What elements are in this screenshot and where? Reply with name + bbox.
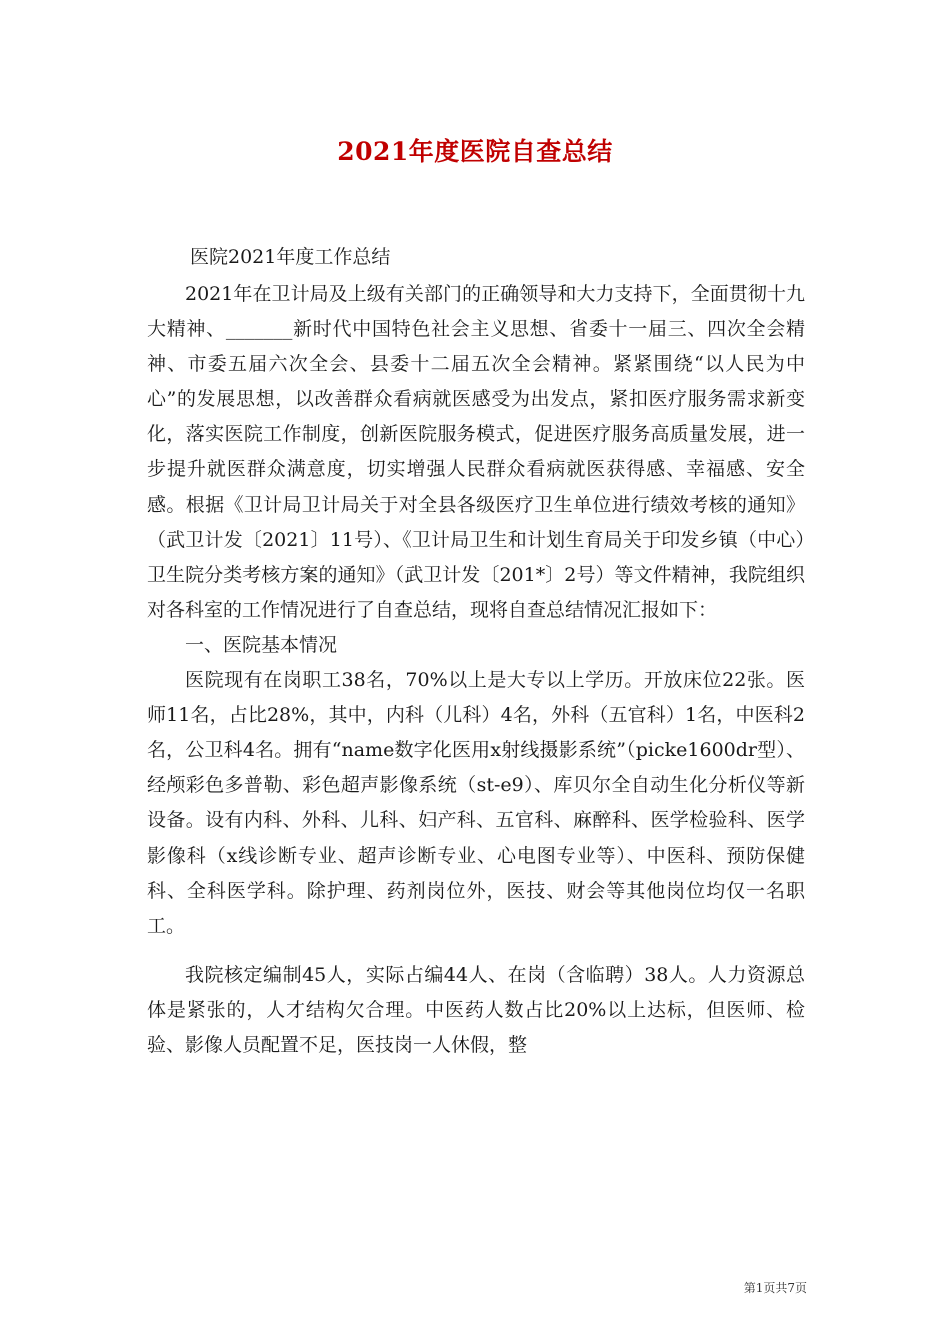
- document-title: 2021年度医院自查总结: [337, 137, 613, 166]
- document-body: [147, 277, 805, 1063]
- paragraph-basic-info: 医院现有在岗职工38名，70%以上是大专以上学历。开放床位22张。医师11名，占比28%，其中，内科（儿科）4名，外科（五官科）1名，中医科2名，公卫科4名。拥有“name数字化医用x射线摄影系统”（picke1600dr型）、经颅彩色多普勒、彩色超声影像系统（st-e9）、库贝尔全自动生化分析仪等新设备。设有内科、外科、儿科、妇产科、五官科、麻醉科、医学检验科、医学影像科（x线诊断专业、超声诊断专业、心电图专业等）、中医科、预防保健科、全科医学科。除护理、药剂岗位外，医技、财会等其他岗位均仅一名职工。: [147, 669, 805, 937]
- document-subtitle: 医院2021年度工作总结: [190, 246, 391, 268]
- paragraph-staffing: 我院核定编制45人，实际占编44人、在岗（含临聘）38人。人力资源总体是紧张的，人才结构欠合理。中医药人数占比20%以上达标，但医师、检验、影像人员配置不足，医技岗一人休假，整: [147, 963, 805, 1056]
- page-number: 第1页共7页: [743, 1281, 807, 1295]
- paragraph-intro: 2021年在卫计局及上级有关部门的正确领导和大力支持下，全面贯彻十九大精神、_______新时代中国特色社会主义思想、省委十一届三、四次全会精神、市委五届六次全会、县委十二届五次全会精神。紧紧围绕“以人民为中心”的发展思想，以改善群众看病就医感受为出发点，紧扣医疗服务需求新变化，落实医院工作制度，创新医院服务模式，促进医疗服务高质量发展，进一步提升就医群众满意度，切实增强人民群众看病就医获得感、幸福感、安全感。根据《卫计局卫计局关于对全县各级医疗卫生单位进行绩效考核的通知》（武卫计发〔2021〕11号）、《卫计局卫生和计划生育局关于印发乡镇（中心）卫生院分类考核方案的通知》（武卫计发〔201*〕2号）等文件精神，我院组织对各科室的工作情况进行了自查总结，现将自查总结情况汇报如下：: [147, 283, 805, 621]
- section-heading-basic-info: 一、医院基本情况: [185, 633, 338, 656]
